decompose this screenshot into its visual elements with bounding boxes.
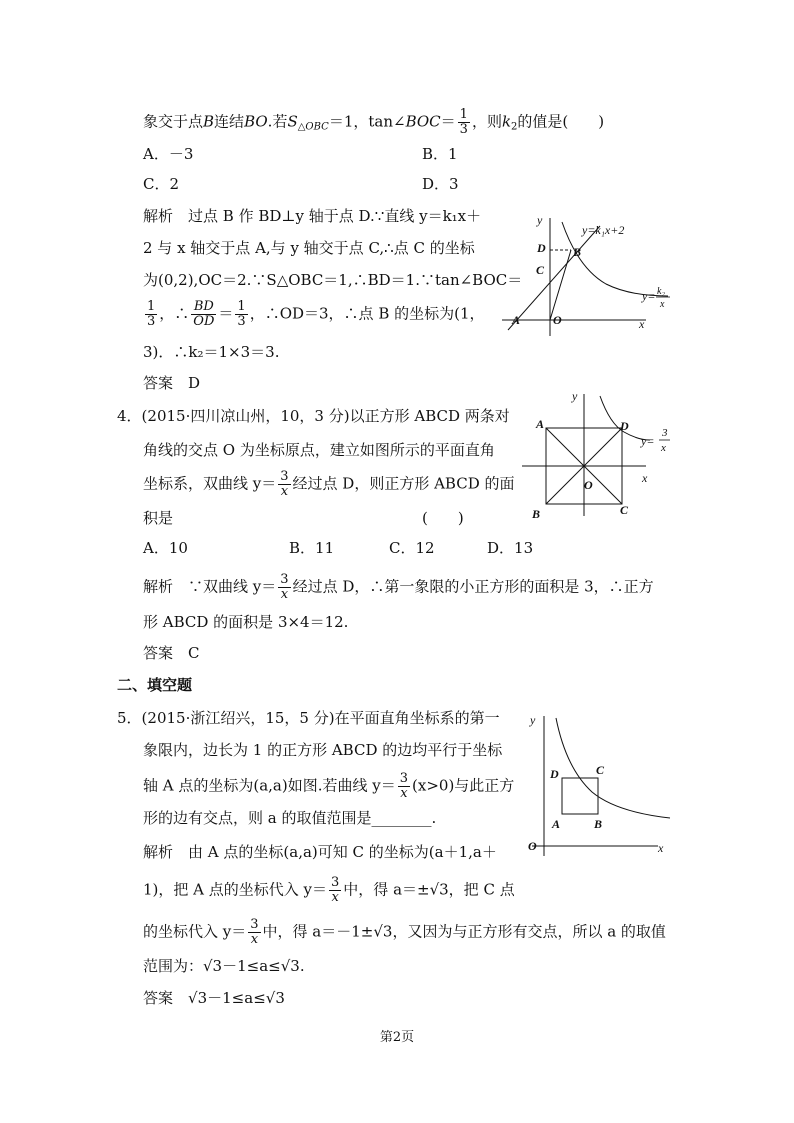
fraction-denominator: x: [250, 932, 259, 947]
curve-denominator: x: [660, 299, 665, 310]
q5-stem-line-4: 形的边有交点，则 a 的取值范围是________.: [143, 809, 437, 827]
fraction-numerator: 3: [280, 572, 289, 587]
q4-stem-line-3: [143, 470, 515, 499]
fraction-numerator: 1: [147, 299, 156, 314]
q3-solution-fraction: [145, 300, 157, 329]
q3-option-d: D．3: [422, 175, 459, 193]
x-axis-label: x: [639, 317, 645, 331]
point-d-label: D: [550, 767, 559, 781]
fraction-denominator: x: [280, 484, 289, 499]
curve-denominator: x: [661, 442, 666, 454]
q4-option-d: D．13: [487, 539, 534, 557]
q5-stem-text: (x>0)与此正方: [412, 776, 515, 795]
q5-solution-text: 1)，把 A 点的坐标代入 y＝: [143, 880, 328, 899]
q3-stem-fraction: [458, 108, 470, 137]
point-a-label: A: [552, 817, 561, 831]
q3-solution-text: 过点 B 作 BD⊥y 轴于点 D.∵直线 y＝k₁x＋: [188, 207, 482, 225]
q3-solution-text: ，∴: [159, 304, 190, 323]
point-o-label: O: [553, 313, 562, 327]
point-b-label: B: [573, 245, 582, 259]
q3-stem-text: 连结: [214, 112, 245, 131]
q3-solution-line-5: 3)．∴k₂＝1×3＝3.: [143, 343, 280, 361]
point-c-label: C: [596, 763, 605, 777]
q3-segment-bo: BO: [244, 112, 268, 131]
q4-stem-line-4: 积是: [143, 509, 174, 527]
solution-label: 解析: [143, 577, 174, 596]
q4-solution-text: 经过点 D，∴第一象限的小正方形的面积是 3，∴正方: [292, 577, 654, 596]
q4-solution-line-1: [143, 573, 654, 602]
fraction-numerator: 3: [250, 917, 259, 932]
point-a-label: A: [512, 313, 521, 327]
q4-stem-line-1: 4．(2015·四川凉山州，10，3 分)以正方形 ABCD 两条对: [117, 407, 510, 425]
q4-solution-fraction: [278, 573, 290, 602]
q3-k: k: [501, 112, 512, 131]
curve-equation-label: y=: [642, 289, 656, 303]
q5-solution-text: 中，得 a＝±√3，把 C 点: [343, 880, 515, 899]
fraction-numerator: 1: [459, 107, 468, 122]
q3-stem-text: 象交于点: [143, 112, 204, 131]
fraction-numerator: 3: [331, 875, 340, 890]
fraction-denominator: 3: [459, 122, 468, 137]
answer-label: 答案: [143, 374, 174, 392]
q3-solution-line-4: [143, 300, 485, 329]
q3-solution-line-1: [143, 206, 481, 226]
q4-option-b: B．11: [289, 539, 335, 557]
point-d-label: D: [537, 241, 546, 255]
q5-solution-text: 由 A 点的坐标(a,a)可知 C 的坐标为(a＋1,a＋: [188, 843, 497, 861]
q5-solution-line-4: 范围为：√3－1≤a≤√3.: [143, 957, 305, 975]
fraction-numerator: 3: [399, 771, 409, 786]
q5-solution-text: 的坐标代入 y＝: [143, 922, 247, 941]
q3-angle: BOC: [405, 112, 441, 131]
q4-answer-blank: ( ): [422, 509, 464, 527]
answer-value: D: [188, 374, 201, 392]
fraction-denominator: x: [331, 890, 339, 905]
y-axis-label: y: [530, 713, 536, 727]
point-o-label: O: [528, 839, 537, 853]
q4-stem-text: 坐标系，双曲线 y＝: [143, 474, 277, 493]
fraction-denominator: 3: [147, 314, 156, 329]
q3-solution-fraction: [235, 300, 247, 329]
q3-option-b: B．1: [422, 145, 458, 163]
q3-option-c: C．2: [143, 175, 180, 193]
solution-label: 解析: [143, 207, 174, 225]
q3-solution-fraction: [191, 300, 216, 329]
q3-stem-text: .若: [267, 112, 288, 131]
q3-solution-line-2: 2 与 x 轴交于点 A,与 y 轴交于点 C,∴点 C 的坐标: [143, 239, 475, 257]
point-d-label: D: [620, 419, 629, 433]
x-axis-label: x: [658, 841, 664, 855]
curve-numerator: k₂: [657, 286, 665, 297]
point-c-label: C: [536, 263, 545, 277]
fraction-numerator: 1: [237, 299, 246, 314]
q4-figure: [518, 388, 684, 524]
q5-answer: [143, 988, 285, 1008]
fraction-denominator: 3: [237, 314, 246, 329]
point-b-label: B: [532, 507, 541, 521]
answer-label: 答案: [143, 989, 174, 1007]
q3-solution-line-3: 为(0,2),OC＝2.∵S△OBC＝1,∴BD＝1.∵tan∠BOC＝: [143, 271, 523, 289]
q3-area-s: S: [287, 112, 298, 131]
curve-numerator: 3: [662, 427, 668, 439]
segment-ob: [550, 250, 571, 320]
q5-solution-fraction: [248, 918, 260, 947]
q3-stem-text: ＝: [440, 112, 456, 131]
fraction-numerator: 3: [280, 469, 289, 484]
q3-figure: [494, 212, 686, 338]
page-number: 第2页: [379, 1030, 415, 1045]
q3-k-sub: 2: [511, 121, 518, 133]
q4-stem-line-2: 角线的交点 O 为坐标原点，建立如图所示的平面直角: [143, 441, 495, 459]
q5-solution-line-2: [143, 876, 515, 905]
q3-point-b: B: [203, 112, 215, 131]
q4-solution-text: ∵双曲线 y＝: [188, 577, 277, 596]
point-a-label: A: [536, 417, 545, 431]
q5-stem-line-2: 象限内，边长为 1 的正方形 ABCD 的边均平行于坐标: [143, 741, 503, 759]
q3-area-sub: △OBC: [297, 121, 329, 133]
line-equation-label: y=k₁x+2: [582, 223, 625, 237]
answer-value: C: [188, 644, 200, 662]
point-o-label: O: [584, 478, 593, 492]
q4-stem-fraction: [278, 470, 290, 499]
q4-solution-line-2: 形 ABCD 的面积是 3×4＝12.: [143, 613, 349, 631]
q5-figure: [520, 712, 676, 858]
q4-answer: [143, 643, 200, 663]
curve-equation-label: y=: [641, 434, 655, 448]
q4-option-a: A．10: [143, 539, 188, 557]
q4-option-c: C．12: [389, 539, 435, 557]
fraction-numerator: BD: [191, 300, 216, 315]
q3-stem-text: ，则: [471, 112, 502, 131]
q3-answer: [143, 373, 200, 393]
q5-solution-fraction: [329, 876, 341, 905]
q5-stem-line-3: [143, 772, 514, 801]
q3-stem: [143, 108, 604, 138]
y-axis-label: y: [537, 213, 543, 227]
x-axis-label: x: [642, 471, 648, 485]
q3-stem-text: ＝1，tan∠: [328, 112, 406, 131]
y-axis-label: y: [572, 389, 578, 403]
hyperbola-curve: [556, 718, 670, 818]
q5-solution-line-1: [143, 842, 497, 862]
q5-stem-line-1: 5．(2015·浙江绍兴，15，5 分)在平面直角坐标系的第一: [117, 709, 500, 727]
q4-stem-text: 经过点 D，则正方形 ABCD 的面: [292, 474, 515, 493]
q5-solution-text: 中，得 a＝－1±√3，又因为与正方形有交点，所以 a 的取值: [262, 922, 666, 941]
q3-solution-text: ＝: [218, 304, 234, 323]
q3-solution-text: ，∴OD＝3，∴点 B 的坐标为(1，: [249, 304, 485, 323]
fraction-denominator: x: [400, 786, 408, 801]
point-b-label: B: [594, 817, 603, 831]
answer-value: √3－1≤a≤√3: [188, 989, 285, 1007]
q3-option-a: A．－3: [143, 145, 194, 163]
q3-stem-text: 的值是( ): [517, 112, 605, 131]
q5-solution-line-3: [143, 918, 666, 947]
fraction-denominator: OD: [193, 314, 215, 329]
section-heading: 二、填空题: [117, 676, 193, 694]
q5-stem-fraction: [398, 772, 410, 801]
answer-label: 答案: [143, 644, 174, 662]
q5-stem-text: 轴 A 点的坐标为(a,a)如图.若曲线 y＝: [143, 776, 396, 795]
fraction-denominator: x: [280, 587, 289, 602]
square-abcd: [562, 778, 598, 814]
point-c-label: C: [620, 503, 629, 517]
solution-label: 解析: [143, 843, 174, 861]
